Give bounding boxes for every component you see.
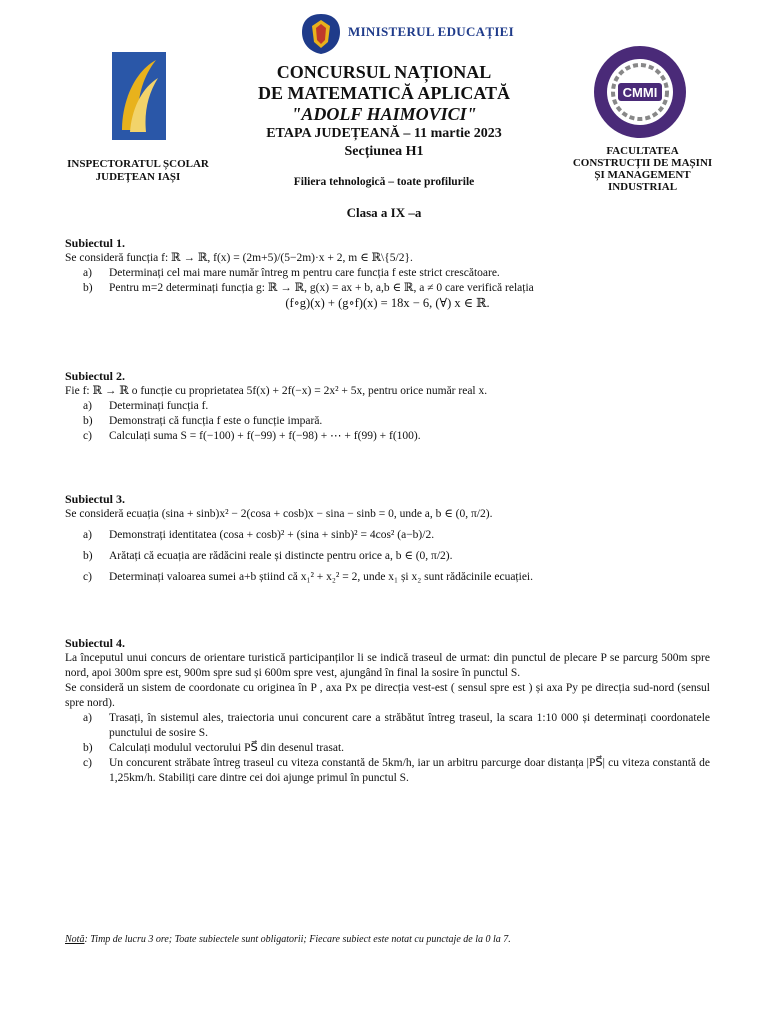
subject-2-item-b [83,414,710,429]
subject-3 [65,492,710,585]
item-label: a) [83,712,92,724]
item-text: Un concurent străbate întreg traseul cu viteza constantă de 5km/h, iar un arbitru parcurge doar distanța |PS⃗| cu viteza constantă de 1,25km/h. Stabiliți care dintre cei doi ajunge primul în punctul S. [109,757,710,784]
faculty-name [565,145,720,193]
subject-1-intro: Se consideră funcția f: ℝ → ℝ, f(x) = (2m+5)/(5−2m)·x + 2, m ∈ ℝ\{5/2}. [65,252,413,264]
item-text: Calculați modulul vectorului PS⃗ din desenul trasat. [109,742,345,754]
note-text: : Timp de lucru 3 ore; Toate subiectele sunt obligatorii; Fiecare subiect este notat cu punctaje de la 0 la 7. [84,934,511,945]
subject-1-equation: (f∘g)(x) + (g∘f)(x) = 18x − 6, (∀) x ∈ ℝ. [285,296,490,310]
class-level: Clasa a IX –a [346,205,422,220]
subject-2-title: Subiectul 2. [65,369,126,383]
item-text: Determinați funcția f. [109,400,209,412]
faculty-name-line3: ȘI MANAGEMENT INDUSTRIAL [594,169,691,193]
subject-1-title: Subiectul 1. [65,236,126,250]
subject-2-item-a [83,399,710,414]
faculty-cmmi-logo [592,44,688,140]
isj-name-line1: INSPECTORATUL ȘCOLAR [67,158,209,170]
item-label: b) [83,550,93,562]
faculty-name-line1: FACULTATEA [606,145,679,157]
contest-stage: ETAPA JUDEȚEANĂ – 11 martie 2023 [266,126,502,141]
ministry-name: MINISTERUL EDUCAȚIEI [348,24,515,39]
item-label: a) [83,267,92,279]
item-label: c) [83,757,92,769]
subject-3-item-c [83,570,710,585]
subject-4 [65,636,710,786]
subject-3-item-b [83,549,710,564]
contest-title-line2: DE MATEMATICĂ APLICATĂ [257,83,510,103]
subject-1-item-b [83,281,710,296]
item-label: a) [83,400,92,412]
item-text: Demonstrați identitatea (cosa + cosb)² + (sina + sinb)² = 4cos² (a−b)/2. [109,529,435,541]
contest-section: Secțiunea H1 [344,144,424,159]
contest-title-line1: CONCURSUL NAȚIONAL [276,62,492,82]
item-label: c) [83,571,92,583]
item-label: b) [83,282,93,294]
subject-4-title: Subiectul 4. [65,636,126,650]
item-text: Arătați că ecuația are rădăcini reale și distincte pentru orice a, b ∈ (0, π/2). [109,550,453,562]
subject-4-item-c [83,756,710,786]
contest-title-block [200,62,568,161]
item-text: Calculați suma S = f(−100) + f(−99) + f(−98) + ⋯ + f(99) + f(100). [109,430,421,442]
item-text: Trasați, în sistemul ales, traiectoria unui concurent care a străbătut întreg traseul, la scara 1:10 000 și determinați coordonatele punctului de sosire S. [109,712,710,739]
item-text: Demonstrați că funcția f este o funcție impară. [109,415,323,427]
isj-name [58,158,218,184]
item-label: b) [83,415,93,427]
subject-4-paragraph-2: Se consideră un sistem de coordonate cu originea în P , axa Px pe direcția vest-est ( sensul spre est ) și axa Py pe direcția sud-nord (sensul spre nord). [65,682,710,709]
subject-1-item-a [83,266,710,281]
contest-title-line3: "ADOLF HAIMOVICI" [291,104,477,124]
subject-3-item-a [83,528,710,543]
subject-2 [65,369,710,444]
item-label: c) [83,430,92,442]
subject-2-item-c [83,429,710,444]
subject-3-intro: Se consideră ecuația (sina + sinb)x² − 2(cosa + cosb)x − sina − sinb = 0, unde a, b ∈ (0, π/2). [65,508,493,520]
item-label: a) [83,529,92,541]
item-text: Determinați cel mai mare număr întreg m pentru care funcția f este strict crescătoare. [109,267,500,279]
subject-4-paragraph-1: La începutul unui concurs de orientare turistică participanților li se indică traseul de urmat: din punctul de plecare P se parcurg 500m spre nord, apoi 300m spre est, 900m spre sud și 600m spre vest, ajungând în final la sosire în punctul S. [65,652,710,679]
subject-2-intro: Fie f: ℝ → ℝ o funcție cu proprietatea 5f(x) + 2f(−x) = 2x² + 5x, pentru orice număr real x. [65,385,488,397]
faculty-name-line2: CONSTRUCȚII DE MAȘINI [572,157,713,169]
romanian-government-crest-icon [300,12,342,56]
note-label: Notă [65,934,85,945]
subject-1 [65,236,710,311]
isj-name-line2: JUDEȚEAN IAȘI [95,171,181,183]
cmmi-badge-text: CMMI [622,85,658,100]
subject-4-item-a [83,711,710,741]
filiera: Filiera tehnologică – toate profilurile [293,176,475,188]
subject-4-item-b [83,741,710,756]
isj-iasi-logo [112,52,166,140]
subject-3-title: Subiectul 3. [65,492,126,506]
footer-note [65,934,511,945]
item-text: Determinați valoarea sumei a+b știind că x₁² + x₂² = 2, unde x₁ și x₂ sunt rădăcinile ecuației. [109,571,534,583]
item-text: Pentru m=2 determinați funcția g: ℝ → ℝ, g(x) = ax + b, a,b ∈ ℝ, a ≠ 0 care verifică relația [109,282,534,294]
item-label: b) [83,742,93,754]
